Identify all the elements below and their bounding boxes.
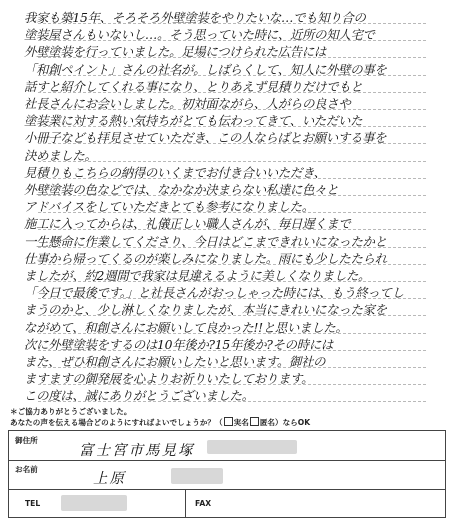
form-row-divider: [9, 489, 445, 490]
letter-line: 次に外壁塗装をするのは10年後か?15年後か?その時には: [24, 336, 334, 352]
letter-line: 我家も築15年、そろそろ外壁塗装をやりたいな…でも知り合の: [24, 10, 366, 25]
letter-line: ましたが、約2週間で我家は見違えるように美しくなりました。: [24, 268, 371, 283]
letter-line: 決めました。: [24, 147, 97, 163]
letter-line: また、ぜひ和創さんにお願いしたいと思います。御社の: [24, 354, 326, 369]
form-row-divider: [9, 460, 445, 461]
letter-line: アドバイスをしていただきとても参考になりました。: [24, 199, 314, 215]
address-label: 御住所: [15, 436, 38, 445]
redacted-name: [171, 468, 223, 484]
letter-line: 話すと紹介してくれる事になり、とりあえず見積りだけでもと: [24, 78, 363, 94]
letter-line: 仕事から帰ってくるのが楽しみになりました。雨にも少したたられ: [24, 250, 387, 266]
letter-line: 一生懸命に作業してくださり、今日はどこまできれいになったかと: [24, 233, 387, 249]
letter-line: この度は、誠にありがとうございました。: [24, 388, 254, 404]
checkbox-real-name[interactable]: [224, 417, 233, 426]
thanks-note: [10, 406, 446, 417]
letter-line: 社長さんにお会いしました。初対面ながら、人がらの良さや: [24, 96, 351, 111]
redacted-address: [207, 440, 297, 454]
question-suffix: ）ならOK: [275, 418, 311, 427]
letter-line: まうのかと、少し淋しくなりましたが、本当にきれいになった家を: [24, 302, 387, 318]
letter-line: 塗装業に対する熱い気持ちがとても伝わってきて、いただいた: [24, 113, 363, 129]
redacted-tel: [61, 495, 127, 511]
tel-label: TEL: [25, 499, 41, 508]
letter-line: 小冊子なども拝見させていただき、この人ならばとお願いする事を: [24, 130, 387, 146]
customer-info-form: [8, 430, 446, 518]
name-label: お名前: [15, 465, 38, 474]
letter-line: ますますの御発展を心よりお祈りいたしております。: [24, 371, 314, 387]
disclosure-question: [10, 417, 446, 428]
fax-label: FAX: [195, 499, 212, 508]
letter-line: 「今日で最後です。」と社長さんがおっしゃった時には、もう終ってし: [24, 285, 404, 301]
letter-line: 見積りもこちらの納得のいくまでお付き合いいただき、: [24, 164, 326, 180]
form-column-divider: [185, 489, 186, 518]
letter-line: 「和創ペイント」さんの社名が。しばらくして、知人に外壁の事を: [24, 61, 387, 77]
letter-line: 施工に入ってからは、礼儀正しい職人さんが、毎日遅くまで: [24, 216, 351, 232]
address-value: 富士宮市馬見塚: [79, 443, 195, 459]
letter-line: ながめて、和創さんにお願いして良かった!!と思いました。: [24, 319, 348, 335]
letter-line: 塗装屋さんもいないし…。そう思っていた時に、近所の知人宅で: [24, 27, 375, 43]
question-text: あなたの声を伝える場合どのようにすればよいでしょうか？（: [10, 418, 223, 427]
option-anonymous: 匿名: [259, 418, 275, 427]
letter-line: 外壁塗装の色などでは、なかなか決まらない私達に色々と: [24, 182, 339, 197]
letter-line: 外壁塗装を行っていました。足場につけられた広告には: [24, 44, 327, 60]
thanks-text: ＊ご協力ありがとうございました。: [10, 407, 132, 416]
option-real-name: 実名: [233, 418, 249, 427]
name-value: 上原: [93, 471, 126, 487]
checkbox-anonymous[interactable]: [250, 417, 259, 426]
